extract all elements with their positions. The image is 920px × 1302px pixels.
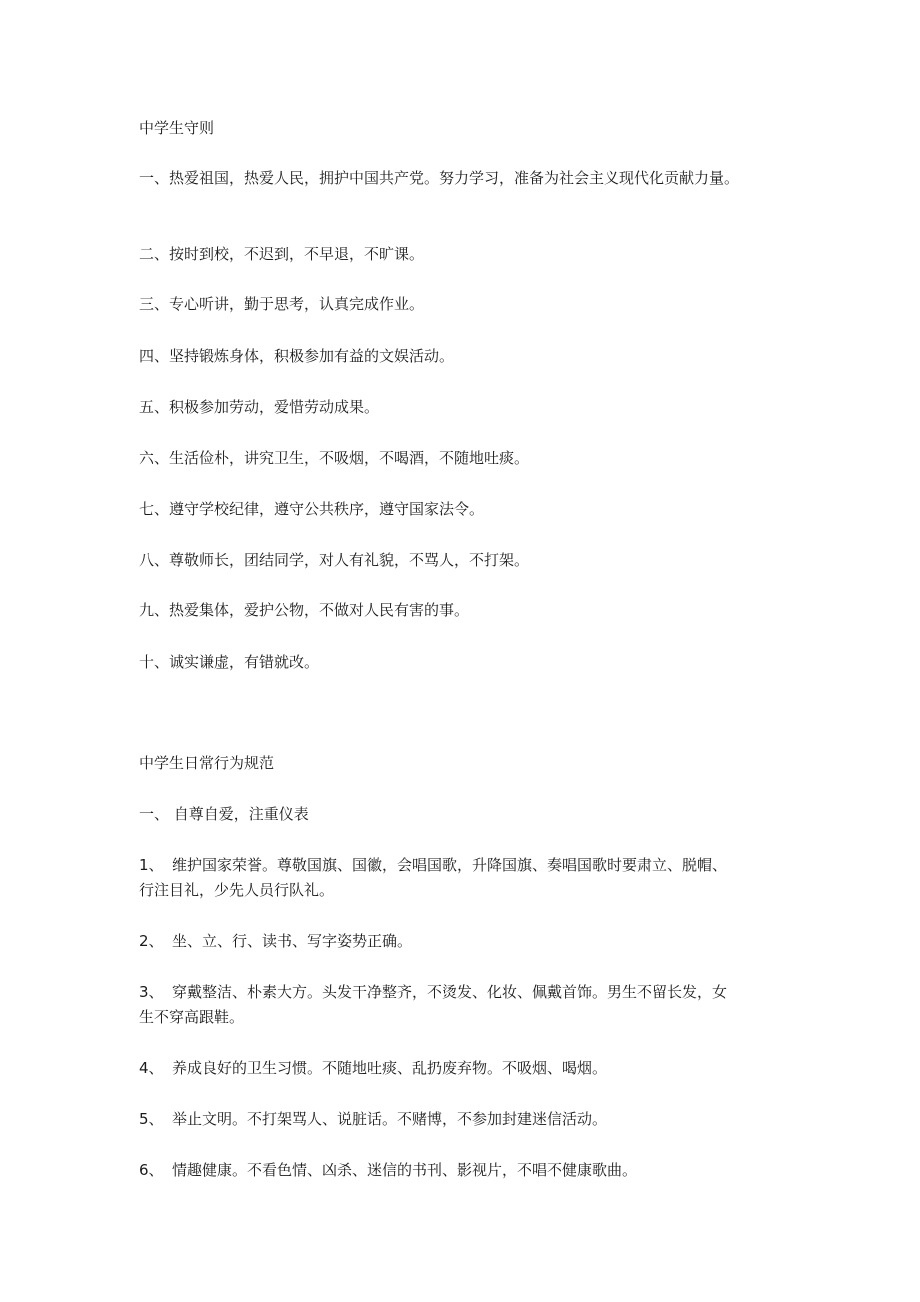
rule-item-10: 十、诚实谦虚，有错就改。 (139, 653, 320, 671)
rule-item-5: 五、积极参加劳动，爱惜劳动成果。 (139, 398, 380, 416)
norm-item-3-line1 (139, 980, 789, 1005)
rule-item-1: 一、热爱祖国，热爱人民，拥护中国共产党。努力学习，准备为社会主义现代化贡献力量。 (139, 169, 740, 187)
norm-item-3-text: 穿戴整洁、朴素大方。头发干净整齐，不烫发、化妆、佩戴首饰。男生不留长发，女 (172, 983, 728, 1001)
norm-item-6-text: 情趣健康。不看色情、凶杀、迷信的书刊、影视片，不唱不健康歌曲。 (172, 1161, 638, 1179)
rule-item-2: 二、按时到校，不迟到，不早退，不旷课。 (139, 245, 425, 263)
norm-item-3-number: 3、 (139, 983, 164, 1001)
norm-item-1-line1 (139, 853, 789, 878)
norm-item-5-number: 5、 (139, 1110, 164, 1128)
rule-item-9: 九、热爱集体，爱护公物，不做对人民有害的事。 (139, 601, 470, 619)
norm-item-3-line2: 生不穿高跟鞋。 (139, 1008, 245, 1026)
rule-item-3: 三、专心听讲，勤于思考，认真完成作业。 (139, 295, 425, 313)
norm-item-2-number: 2、 (139, 932, 164, 950)
norm-item-6-number: 6、 (139, 1161, 164, 1179)
rule-item-8: 八、尊敬师长，团结同学，对人有礼貌，不骂人，不打架。 (139, 551, 530, 569)
norm-item-4-number: 4、 (139, 1059, 164, 1077)
rule-item-6: 六、生活俭朴，讲究卫生，不吸烟，不喝酒，不随地吐痰。 (139, 449, 530, 467)
norm-item-4-text: 养成良好的卫生习惯。不随地吐痰、乱扔废弃物。不吸烟、喝烟。 (172, 1059, 608, 1077)
norm-item-2-line1 (139, 929, 789, 954)
rule-item-7: 七、遵守学校纪律，遵守公共秩序，遵守国家法令。 (139, 500, 485, 518)
section-title-rules: 中学生守则 (139, 119, 215, 137)
norm-item-1-text: 维护国家荣誉。尊敬国旗、国徽，会唱国歌，升降国旗、奏唱国歌时要肃立、脱帽、 (172, 856, 728, 874)
norm-item-4-line1 (139, 1056, 789, 1081)
norm-item-1-number: 1、 (139, 856, 164, 874)
norm-item-5-line1 (139, 1107, 789, 1132)
section-title-norms: 中学生日常行为规范 (139, 754, 275, 772)
norms-subheading: 一、 自尊自爱，注重仪表 (139, 805, 309, 823)
norm-item-6-line1 (139, 1158, 789, 1183)
norm-item-2-text: 坐、立、行、读书、写字姿势正确。 (172, 932, 413, 950)
norm-item-1-line2: 行注目礼，少先人员行队礼。 (139, 881, 335, 899)
norm-item-5-text: 举止文明。不打架骂人、说脏话。不赌博，不参加封建迷信活动。 (172, 1110, 608, 1128)
rule-item-4: 四、坚持锻炼身体，积极参加有益的文娱活动。 (139, 347, 455, 365)
